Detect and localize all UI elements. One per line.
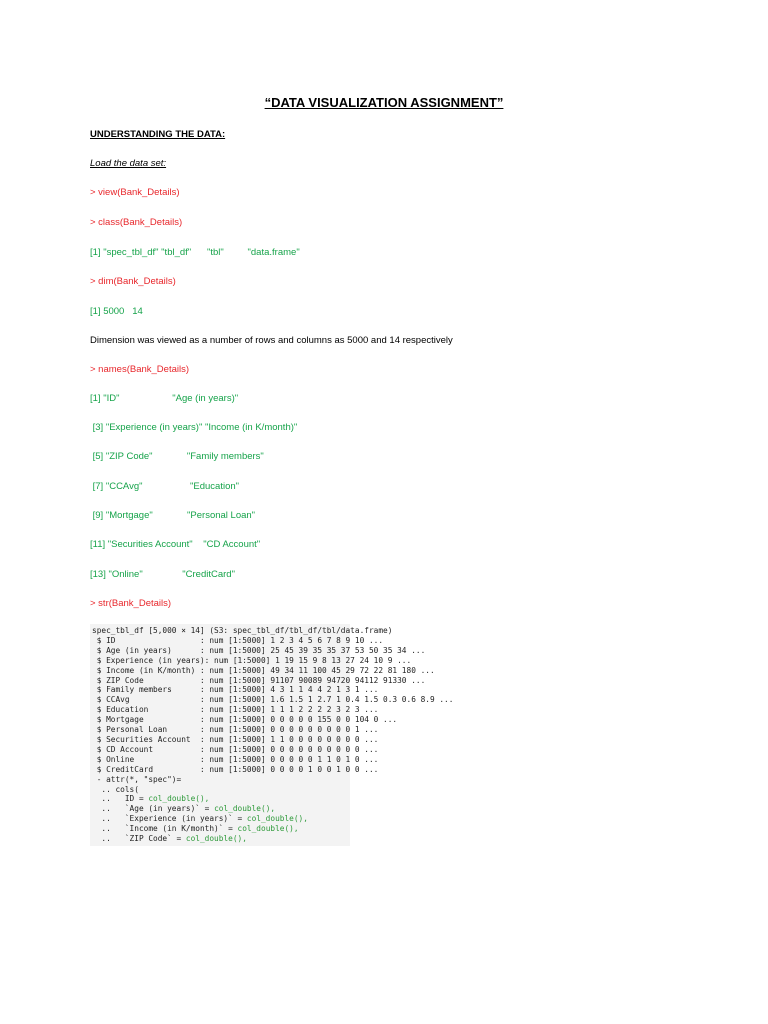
r-command-line: > view(Bank_Details) [90,187,180,198]
console-output-screenshot [90,624,454,846]
console-row: $ Online : num [1:5000] 0 0 0 0 0 1 1 0 1 0 ... [92,754,379,764]
console-row [90,804,350,814]
r-output-line: [1] 5000 14 [90,306,143,317]
console-row: $ ZIP Code : num [1:5000] 91107 90089 94720 94112 91330 ... [92,675,426,685]
console-row: spec_tbl_df [5,000 × 14] (S3: spec_tbl_df/tbl_df/tbl/data.frame) [92,626,393,635]
r-output-line: [11] "Securities Account" "CD Account" [90,539,261,550]
console-row: .. cols( [92,784,139,794]
console-row-prefix: .. ID = [92,794,149,804]
console-row: $ Personal Loan : num [1:5000] 0 0 0 0 0 0 0 0 0 1 ... [92,725,379,735]
console-row: $ Age (in years) : num [1:5000] 25 45 39 35 35 37 53 50 35 34 ... [92,645,426,655]
body-text-line: Dimension was viewed as a number of rows and columns as 5000 and 14 respectively [90,335,453,346]
r-output-line: [13] "Online" "CreditCard" [90,569,235,580]
console-row-prefix: .. `Age (in years)` = [92,804,215,814]
console-row [90,834,350,844]
section-heading: UNDERSTANDING THE DATA: [90,129,226,140]
console-row: $ Securities Account : num [1:5000] 1 1 0 0 0 0 0 0 0 0 ... [92,734,379,744]
console-row-fn: col_double(), [185,834,247,844]
r-command-line: > str(Bank_Details) [90,598,172,609]
console-row: $ CCAvg : num [1:5000] 1.6 1.5 1 2.7 1 0.4 1.5 0.3 0.6 8.9 ... [92,695,454,705]
console-row: $ Experience (in years): num [1:5000] 1 19 15 9 8 13 27 24 10 9 ... [92,655,412,665]
console-row [90,814,350,824]
console-row-fn: col_double(), [246,814,308,824]
console-row: $ ID : num [1:5000] 1 2 3 4 5 6 7 8 9 10 ... [92,635,384,645]
r-output-line: [7] "CCAvg" "Education" [90,481,240,492]
r-output-line: [9] "Mortgage" "Personal Loan" [90,510,256,521]
r-output-line: [1] "ID" "Age (in years)" [90,393,239,404]
r-output-line: [5] "ZIP Code" "Family members" [90,451,264,462]
console-row: $ Education : num [1:5000] 1 1 1 2 2 2 2 3 2 3 ... [92,705,379,715]
console-row: - attr(*, "spec")= [92,774,182,784]
r-command-line: > names(Bank_Details) [90,364,190,375]
console-row-prefix: .. `ZIP Code` = [92,834,186,844]
r-command-line: > class(Bank_Details) [90,217,183,228]
console-row-fn: col_double(), [148,794,210,804]
console-row [90,794,350,804]
sub-heading: Load the data set: [90,158,167,169]
console-row: $ Mortgage : num [1:5000] 0 0 0 0 0 155 0 0 104 0 ... [92,715,398,725]
r-output-line: [3] "Experience (in years)" "Income (in K/month)" [90,422,298,433]
console-row-fn: col_double(), [214,804,276,814]
console-row: $ Family members : num [1:5000] 4 3 1 1 4 4 2 1 3 1 ... [92,685,379,695]
r-output-line: [1] "spec_tbl_df" "tbl_df" "tbl" "data.frame" [90,247,300,258]
console-row: $ CD Account : num [1:5000] 0 0 0 0 0 0 0 0 0 0 ... [92,744,379,754]
console-row-prefix: .. `Experience (in years)` = [92,814,247,824]
console-row: $ Income (in K/month) : num [1:5000] 49 34 11 100 45 29 72 22 81 180 ... [92,665,435,675]
console-row: $ CreditCard : num [1:5000] 0 0 0 0 1 0 0 1 0 0 ... [92,764,379,774]
document-title: “DATA VISUALIZATION ASSIGNMENT” [264,95,504,110]
console-row [90,824,350,834]
console-row-fn: col_double(), [237,824,299,834]
r-command-line: > dim(Bank_Details) [90,276,176,287]
console-row-prefix: .. `Income (in K/month)` = [92,824,238,834]
